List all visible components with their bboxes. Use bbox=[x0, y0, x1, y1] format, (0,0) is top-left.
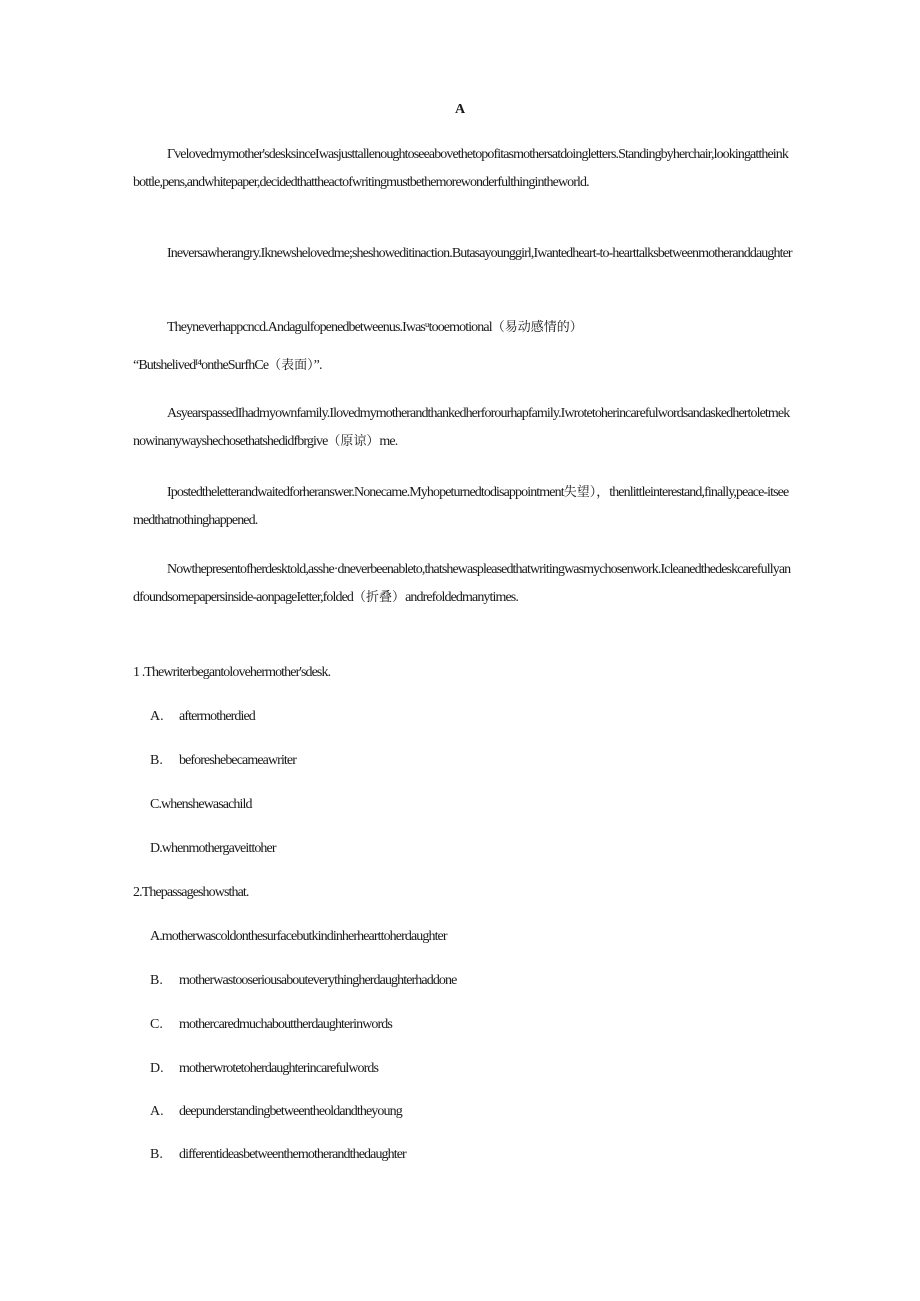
question-2-stem: 2.Thepassageshowsthat. bbox=[133, 885, 249, 900]
paragraph-5: Ipostedtheletterandwaitedforheranswer.Nonecame.Myhopeturnedtodisappointment失望），thenlittleinterestand,finally,peace-itseemedthatnothinghappened. bbox=[133, 485, 789, 528]
question-2-option-d bbox=[150, 1061, 378, 1077]
paragraph-3-quote: “Butshelivedᴵ⁴ontheSurfhCe（表面）”. bbox=[133, 358, 322, 373]
paragraph-2: Ineversawherangry.Iknewshelovedme;sheshoweditinaction.Butasayounggirl,Iwantedheart-to-hearttalksbetweenmotheranddaughter bbox=[167, 246, 792, 261]
question-1-stem: 1 .Thewriterbegantolovehermother'sdesk. bbox=[133, 665, 331, 680]
question-1-option-c: C.whenshewasachild bbox=[150, 797, 252, 812]
paragraph-1: Γvelovedmymother'sdesksinceIwasjusttallenoughtoseeabovethetopofitasmothersatdoingletters.Standingbyherchair,lookingattheinkbottle,pens,andwhitepaper,decidedthattheactofwritingmustbethemorewonderfulthingintheworld. bbox=[133, 147, 788, 190]
question-2-option-a: A.motherwascoldonthesurfacebutkindinherhearttoherdaughter bbox=[150, 929, 447, 944]
option-letter: A. bbox=[150, 1104, 164, 1119]
option-text: motherwastooseriousabouteverythingherdaughterhaddone bbox=[179, 973, 457, 988]
question-1-option-a bbox=[150, 709, 255, 725]
question-3-option-b bbox=[150, 1147, 406, 1163]
question-1-option-d: D.whenmothergaveittoher bbox=[150, 841, 276, 856]
option-letter: C. bbox=[150, 1017, 163, 1032]
option-text: differentideasbetweenthemotherandthedaughter bbox=[179, 1147, 406, 1162]
question-3-option-a bbox=[150, 1104, 402, 1120]
option-text: mothercaredmuchabouttherdaughterinwords bbox=[179, 1017, 392, 1032]
option-letter: D. bbox=[150, 1061, 164, 1076]
option-letter: B. bbox=[150, 753, 163, 768]
paragraph-4: AsyearspassedIhadmyownfamily.Ilovedmymotherandthankedherforourhapfamily.Iwrotetoherincarefulwordsandaskedhertoletmeknowinanywayshechosethatshedidfbrgive（原谅）me. bbox=[133, 406, 790, 449]
paragraph-6: Nowthepresentofherdesktold,asshe·dneverbeenableto,thatshewaspleasedthatwritingwasmychosenwork.Icleanedthedeskcarefullyandfoundsomepapersinside-aonpageIetter,folded（折叠）andrefoldedmanytimes. bbox=[133, 562, 791, 605]
passage-title: A bbox=[454, 102, 466, 117]
option-text: aftermotherdied bbox=[179, 709, 255, 724]
question-1-option-b bbox=[150, 753, 296, 769]
option-text: motherwrotetoherdaughterincarefulwords bbox=[179, 1061, 379, 1076]
option-text: beforeshebecameawriter bbox=[179, 753, 297, 768]
option-letter: B. bbox=[150, 973, 163, 988]
option-letter: A. bbox=[150, 709, 164, 724]
option-letter: B. bbox=[150, 1147, 163, 1162]
question-2-option-b bbox=[150, 973, 456, 989]
option-text: deepunderstandingbetweentheoldandtheyoung bbox=[179, 1104, 402, 1119]
question-2-option-c bbox=[150, 1017, 392, 1033]
paragraph-3: Theyneverhappcncd.Andagulfopenedbetweenus.Iwasᵘtooemotional（易动感情的） bbox=[167, 320, 583, 335]
